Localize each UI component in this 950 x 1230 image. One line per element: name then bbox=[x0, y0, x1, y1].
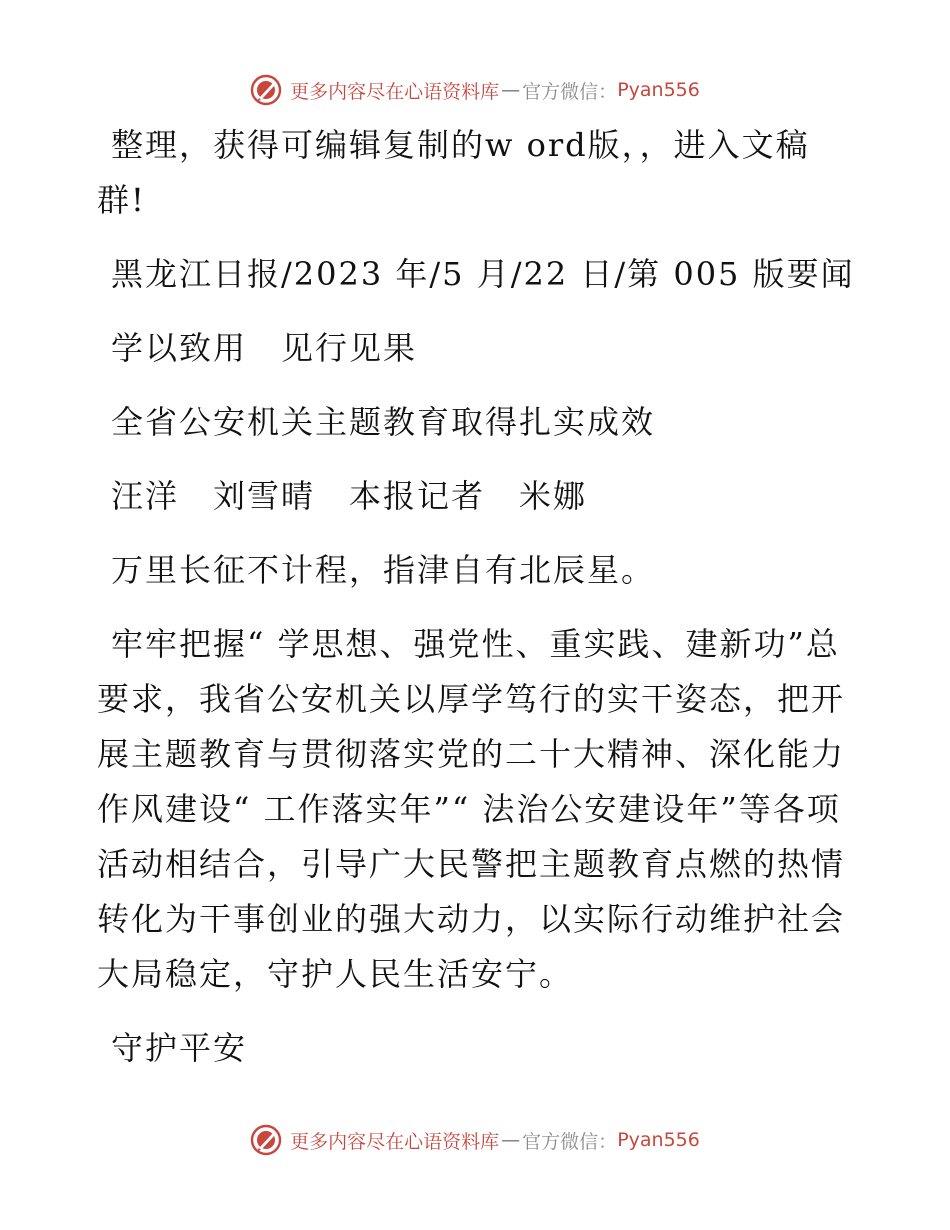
pen-logo-icon bbox=[250, 1124, 282, 1156]
intro-paragraph: 整理，获得可编辑复制的w ord版，，进入文稿群! bbox=[97, 126, 810, 219]
banner-wechat-account: Pyan556 bbox=[617, 1129, 700, 1151]
banner-wechat-label: 官方微信： bbox=[522, 80, 618, 103]
banner-separator: — bbox=[501, 1129, 521, 1151]
pen-logo-icon bbox=[250, 74, 282, 106]
document-body bbox=[97, 118, 857, 1076]
banner-separator: — bbox=[501, 79, 521, 101]
byline: 汪洋 刘雪晴 本报记者 米娜 bbox=[111, 477, 588, 515]
body-paragraph: 牢牢把握“ 学思想、强党性、重实践、建新功”总要求，我省公安机关以厚学笃行的实干姿态，把开展主题教育与贯彻落实党的二十大精神、深化能力作风建设“ 工作落实年”“ 法治公安建设年”等各项活动相结合，引导广大民警把主题教育点燃的热情转化为干事创业的强大动力，以实际行动维护社会大局稳定，守护人民生活安宁。 bbox=[97, 625, 846, 993]
banner-title: 更多内容尽在心语资料库 bbox=[290, 1130, 500, 1153]
lead-sentence: 万里长征不计程，指津自有北辰星。 bbox=[111, 551, 656, 589]
banner-wechat-account: Pyan556 bbox=[617, 79, 700, 101]
source-line: 黑龙江日报/2023 年/5 月/22 日/第 005 版要闻 bbox=[111, 255, 855, 293]
subheadline: 全省公安机关主题教育取得扎实成效 bbox=[111, 403, 656, 441]
banner-wechat-label: 官方微信： bbox=[522, 1130, 618, 1153]
banner-title: 更多内容尽在心语资料库 bbox=[290, 80, 500, 103]
section-heading: 守护平安 bbox=[111, 1029, 248, 1067]
footer-banner bbox=[0, 1120, 950, 1160]
headline: 学以致用 见行见果 bbox=[111, 329, 418, 367]
header-banner bbox=[0, 70, 950, 110]
